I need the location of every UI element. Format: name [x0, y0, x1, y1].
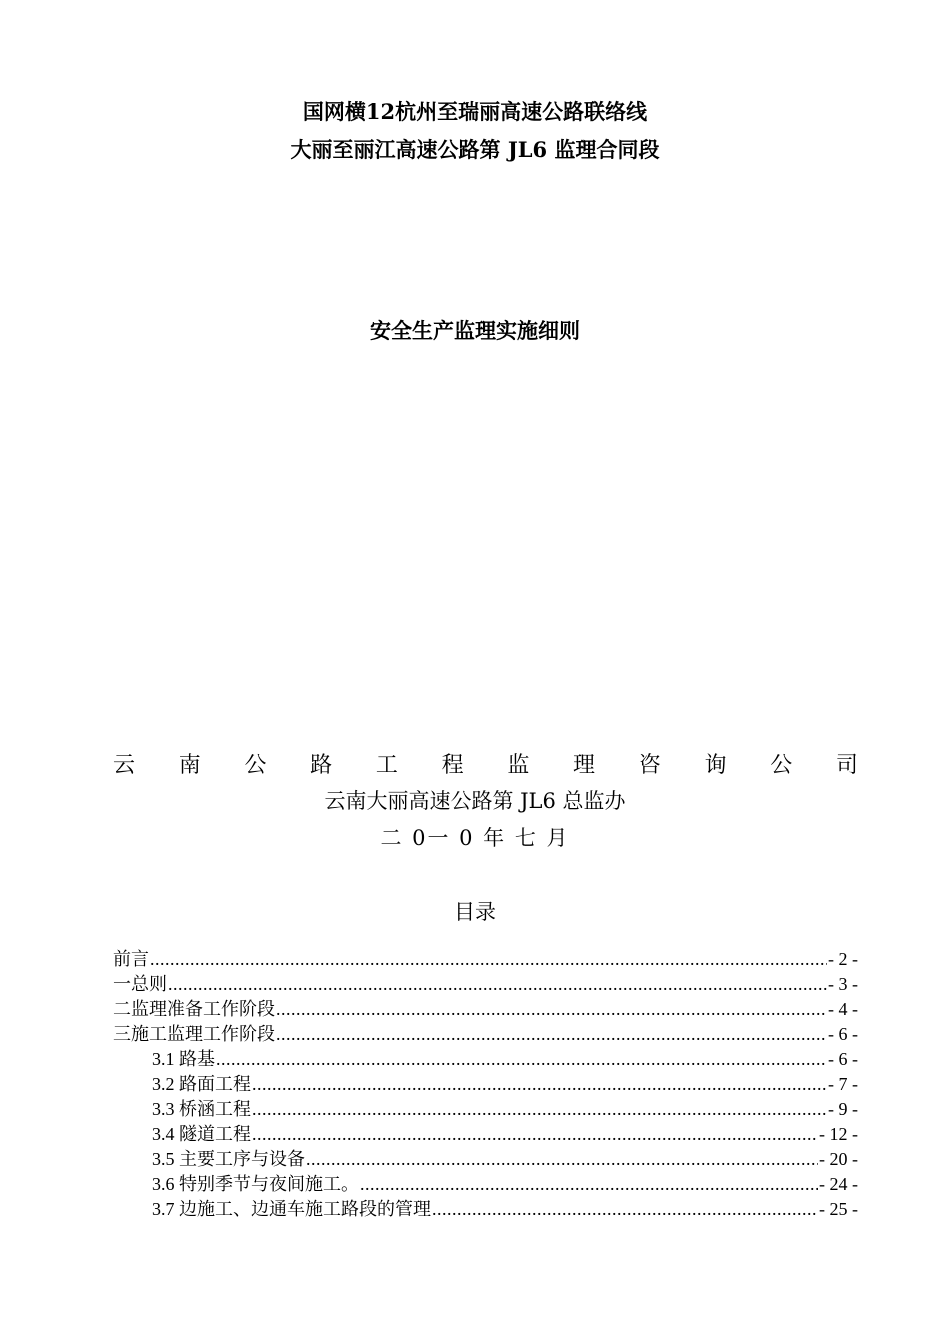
- toc-entry-label: 一总则: [113, 974, 167, 994]
- toc-leader-dots: [150, 949, 827, 970]
- toc-entry[interactable]: [113, 1070, 858, 1095]
- toc-leader-dots: [216, 1049, 827, 1070]
- company-char: 理: [573, 753, 596, 778]
- company-char: 南: [178, 753, 201, 778]
- toc-leader-dots: [252, 1124, 818, 1145]
- toc-entry[interactable]: [113, 945, 858, 970]
- toc-entry-page: - 4 -: [828, 999, 858, 1019]
- company-char: 咨: [638, 753, 661, 778]
- company-name: [113, 748, 858, 779]
- toc-entry-page: - 24 -: [819, 1174, 858, 1194]
- toc-entry-label: 三施工监理工作阶段: [113, 1024, 275, 1044]
- company-char: 监: [507, 753, 530, 778]
- toc-entry[interactable]: [113, 970, 858, 995]
- toc-leader-dots: [306, 1149, 818, 1170]
- toc-entry[interactable]: [113, 1195, 858, 1220]
- toc-entry-label: 3.1 路基: [152, 1049, 215, 1069]
- header-line-2: 大丽至丽江高速公路第 JL6 监理合同段: [290, 137, 660, 162]
- toc-entry[interactable]: [113, 995, 858, 1020]
- toc-entry-label: 前言: [113, 949, 149, 969]
- toc-leader-dots: [276, 1024, 827, 1045]
- company-char: 询: [704, 753, 727, 778]
- toc-title: 目录: [454, 900, 496, 924]
- toc-leader-dots: [252, 1099, 827, 1120]
- office-name: 云南大丽高速公路第 JL6 总监办: [324, 789, 626, 813]
- issue-date: 二 0一 0 年 七 月: [380, 826, 570, 850]
- toc-entry-label: 3.3 桥涵工程: [152, 1099, 251, 1119]
- company-char: 程: [441, 753, 464, 778]
- toc-entry-page: - 6 -: [828, 1049, 858, 1069]
- toc-entry-label: 3.7 边施工、边通车施工路段的管理: [152, 1199, 431, 1219]
- toc-entry[interactable]: [113, 1020, 858, 1045]
- company-char: 公: [244, 753, 267, 778]
- toc-entry[interactable]: [113, 1045, 858, 1070]
- toc-leader-dots: [276, 999, 827, 1020]
- toc-entry-page: - 2 -: [828, 949, 858, 969]
- company-char: 路: [310, 753, 333, 778]
- company-char: 工: [375, 753, 398, 778]
- toc-entry[interactable]: [113, 1145, 858, 1170]
- toc-entry-label: 3.2 路面工程: [152, 1074, 251, 1094]
- toc-entry-page: - 25 -: [819, 1199, 858, 1219]
- company-char: 云: [113, 753, 136, 778]
- toc-entry[interactable]: [113, 1120, 858, 1145]
- toc-entry[interactable]: [113, 1095, 858, 1120]
- toc-entry-label: 二监理准备工作阶段: [113, 999, 275, 1019]
- toc-entry-label: 3.4 隧道工程: [152, 1124, 251, 1144]
- document-title: 安全生产监理实施细则: [370, 318, 580, 343]
- company-char: 司: [835, 753, 858, 778]
- toc-entry[interactable]: [113, 1170, 858, 1195]
- toc-entry-page: - 6 -: [828, 1024, 858, 1044]
- toc-leader-dots: [432, 1199, 818, 1220]
- toc-leader-dots: [360, 1174, 818, 1195]
- toc-entry-page: - 20 -: [819, 1149, 858, 1169]
- table-of-contents: [113, 945, 858, 1220]
- toc-entry-page: - 9 -: [828, 1099, 858, 1119]
- company-char: 公: [770, 753, 793, 778]
- toc-entry-page: - 7 -: [828, 1074, 858, 1094]
- header-line-1: 国网横12杭州至瑞丽高速公路联络线: [302, 99, 648, 124]
- toc-entry-page: - 12 -: [819, 1124, 858, 1144]
- toc-entry-label: 3.6 特别季节与夜间施工。: [152, 1174, 359, 1194]
- toc-leader-dots: [168, 974, 827, 995]
- toc-entry-label: 3.5 主要工序与设备: [152, 1149, 305, 1169]
- toc-leader-dots: [252, 1074, 827, 1095]
- toc-entry-page: - 3 -: [828, 974, 858, 994]
